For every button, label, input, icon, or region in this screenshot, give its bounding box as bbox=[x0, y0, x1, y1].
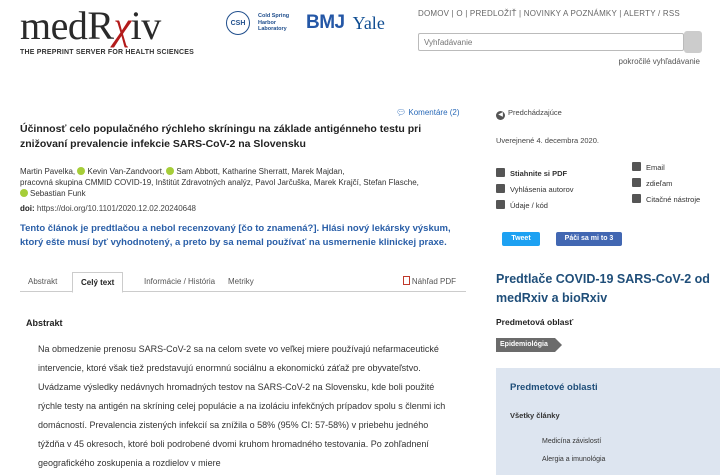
arrow-left-icon: ◀ bbox=[496, 111, 505, 120]
previous-label: Predchádzajúce bbox=[508, 108, 562, 117]
nav-submit[interactable]: PREDLOŽIŤ bbox=[469, 9, 517, 18]
like-button[interactable]: Páči sa mi to 3 bbox=[556, 232, 622, 246]
doi-label: doi: bbox=[20, 204, 35, 213]
doi bbox=[20, 204, 196, 213]
comments-link[interactable] bbox=[396, 108, 460, 117]
tab-abstract[interactable]: Abstrakt bbox=[28, 277, 58, 286]
share-link[interactable]: zdieľam bbox=[632, 178, 672, 188]
tab-pdf-preview[interactable] bbox=[403, 272, 456, 292]
author[interactable]: pracovná skupina CMMID COVID-19 bbox=[20, 178, 152, 187]
abstract-text: Na obmedzenie prenosu SARS-CoV-2 sa na celom svete vo veľkej miere používajú nefarmaceutické intervencie, ktoré však tiež predstavujú enormnú sociálnu a ekonomickú záťaž pre obyvateľstvo. Uvádzame výsledky nedávnych hromadných testov na SARS-CoV-2 na Slovensku, kde boli použité rýchle testy na antigén na skríning celej populácie a na izoláciu infekčných prípadov spolu s členmi ich domácností. Prevalencia zistených infekcií sa znížila o 58% (95% CI: 57-58%) v priebehu jedného týždňa v 45 okresoch, ktoré boli podrobené dvomi kruhom hromadného testovania. Po zohľadnení geografického zoskupenia a rozdielov v miere bbox=[38, 344, 446, 468]
nav-about[interactable]: O bbox=[456, 9, 463, 18]
tab-info-history[interactable]: Informácie / História bbox=[144, 277, 216, 286]
author[interactable]: Sebastian Funk bbox=[30, 189, 86, 198]
nav-home[interactable]: DOMOV bbox=[418, 9, 450, 18]
pdf-download-icon bbox=[496, 168, 505, 177]
data-code-link[interactable]: Údaje / kód bbox=[496, 200, 548, 210]
author[interactable]: Sam Abbott bbox=[176, 167, 218, 176]
subject-area-item[interactable]: Medicína závislostí bbox=[542, 438, 602, 445]
logo-chi: χ bbox=[113, 3, 131, 48]
author[interactable]: Martin Pavelka bbox=[20, 167, 73, 176]
medrxiv-logo[interactable] bbox=[20, 4, 194, 56]
nav-alerts[interactable]: ALERTY / RSS bbox=[623, 9, 680, 18]
tab-metrics[interactable]: Metriky bbox=[228, 277, 254, 286]
article-tabs bbox=[20, 272, 466, 292]
preprint-notice: Tento článok je predtlačou a nebol recenzovaný [čo to znamená?]. Hlási nový lekársky výskum, ktorý ešte musí byť vyhodnotený, a preto by sa nemal používať na usmernenie klinickej praxe. bbox=[20, 223, 451, 248]
logo-text-tail: iv bbox=[130, 3, 161, 48]
document-icon bbox=[496, 200, 505, 209]
subject-area-tag[interactable]: Epidemiológia bbox=[496, 338, 555, 352]
comment-icon: 💬︎ bbox=[396, 108, 407, 117]
abstract-heading: Abstrakt bbox=[26, 318, 63, 328]
covid-preprints-heading[interactable]: Predtlače COVID-19 SARS-CoV-2 od medRxiv a bioRxiv bbox=[496, 272, 710, 305]
article-title: Účinnosť celo populačného rýchleho skríningu na základe antigénneho testu pri znižovaní prevalencie infekcie SARS-CoV-2 na Slovensku bbox=[20, 123, 422, 150]
subject-areas-panel bbox=[496, 368, 720, 475]
statement-icon bbox=[496, 184, 505, 193]
doi-link[interactable]: https://doi.org/10.1101/2020.12.02.20240648 bbox=[36, 204, 197, 213]
bmj-logo[interactable]: BMJ bbox=[306, 12, 345, 33]
author[interactable]: Marek Majdan bbox=[291, 167, 343, 176]
search-input[interactable] bbox=[418, 33, 684, 51]
author[interactable]: Inštitút Zdravotných analýz bbox=[155, 178, 251, 187]
author[interactable]: Katharine Sherratt bbox=[222, 167, 288, 176]
tweet-button[interactable]: Tweet bbox=[502, 232, 540, 246]
subject-area-label: Predmetová oblasť bbox=[496, 317, 574, 327]
csh-logo-text: Cold Spring Harbor Laboratory bbox=[258, 13, 290, 33]
advanced-search-link[interactable]: pokročilé vyhľadávanie bbox=[618, 57, 700, 66]
subject-area-item[interactable]: Alergia a imunológia bbox=[542, 456, 606, 463]
orcid-icon[interactable] bbox=[77, 167, 85, 175]
posted-date: Uverejnené 4. decembra 2020. bbox=[496, 136, 599, 145]
nav-news[interactable]: NOVINKY A POZNÁMKY bbox=[523, 9, 617, 18]
citation-icon bbox=[632, 194, 641, 203]
csh-logo[interactable]: CSH bbox=[226, 11, 250, 35]
share-icon bbox=[632, 178, 641, 187]
download-pdf-link[interactable]: Stiahnite si PDF bbox=[496, 168, 567, 178]
previous-link[interactable] bbox=[496, 108, 562, 120]
top-nav: DOMOV | O | PREDLOŽIŤ | NOVINKY A POZNÁMKY | ALERTY / RSS bbox=[418, 9, 680, 18]
author-list: Martin Pavelka, Kevin Van-Zandvoort, Sam Abbott, Katharine Sherratt, Marek Majdan, pracovná skupina CMMID COVID-19, Inštitút Zdravotných analýz, Pavol Jarčuška, Marek Krajčí, Stefan Flasche, Sebastian Funk bbox=[20, 167, 419, 198]
comments-label: Komentáre (2) bbox=[408, 108, 460, 117]
author[interactable]: Marek Krajčí bbox=[313, 178, 359, 187]
tab-full-text[interactable]: Celý text bbox=[72, 272, 123, 293]
yale-logo[interactable]: Yale bbox=[352, 12, 385, 33]
search-button[interactable] bbox=[684, 31, 702, 53]
logo-tagline: THE PREPRINT SERVER FOR HEALTH SCIENCES bbox=[20, 49, 195, 56]
author-statements-link[interactable]: Vyhlásenia autorov bbox=[496, 184, 574, 194]
orcid-icon[interactable] bbox=[166, 167, 174, 175]
author[interactable]: Kevin Van-Zandvoort bbox=[87, 167, 162, 176]
partner-logos bbox=[226, 8, 385, 38]
pdf-icon bbox=[403, 276, 410, 285]
author[interactable]: Stefan Flasche bbox=[363, 178, 417, 187]
author[interactable]: Pavol Jarčuška bbox=[255, 178, 310, 187]
pdf-tab-label: Náhľad PDF bbox=[411, 277, 456, 286]
subject-areas-title: Predmetové oblasti bbox=[510, 382, 598, 393]
citation-tools-link[interactable]: Citačné nástroje bbox=[632, 194, 700, 204]
orcid-icon[interactable] bbox=[20, 189, 28, 197]
all-articles-link[interactable]: Všetky články bbox=[510, 411, 560, 420]
email-icon bbox=[632, 162, 641, 171]
logo-text: medR bbox=[20, 3, 114, 48]
email-link[interactable]: Email bbox=[632, 162, 665, 172]
site-header bbox=[0, 0, 720, 80]
